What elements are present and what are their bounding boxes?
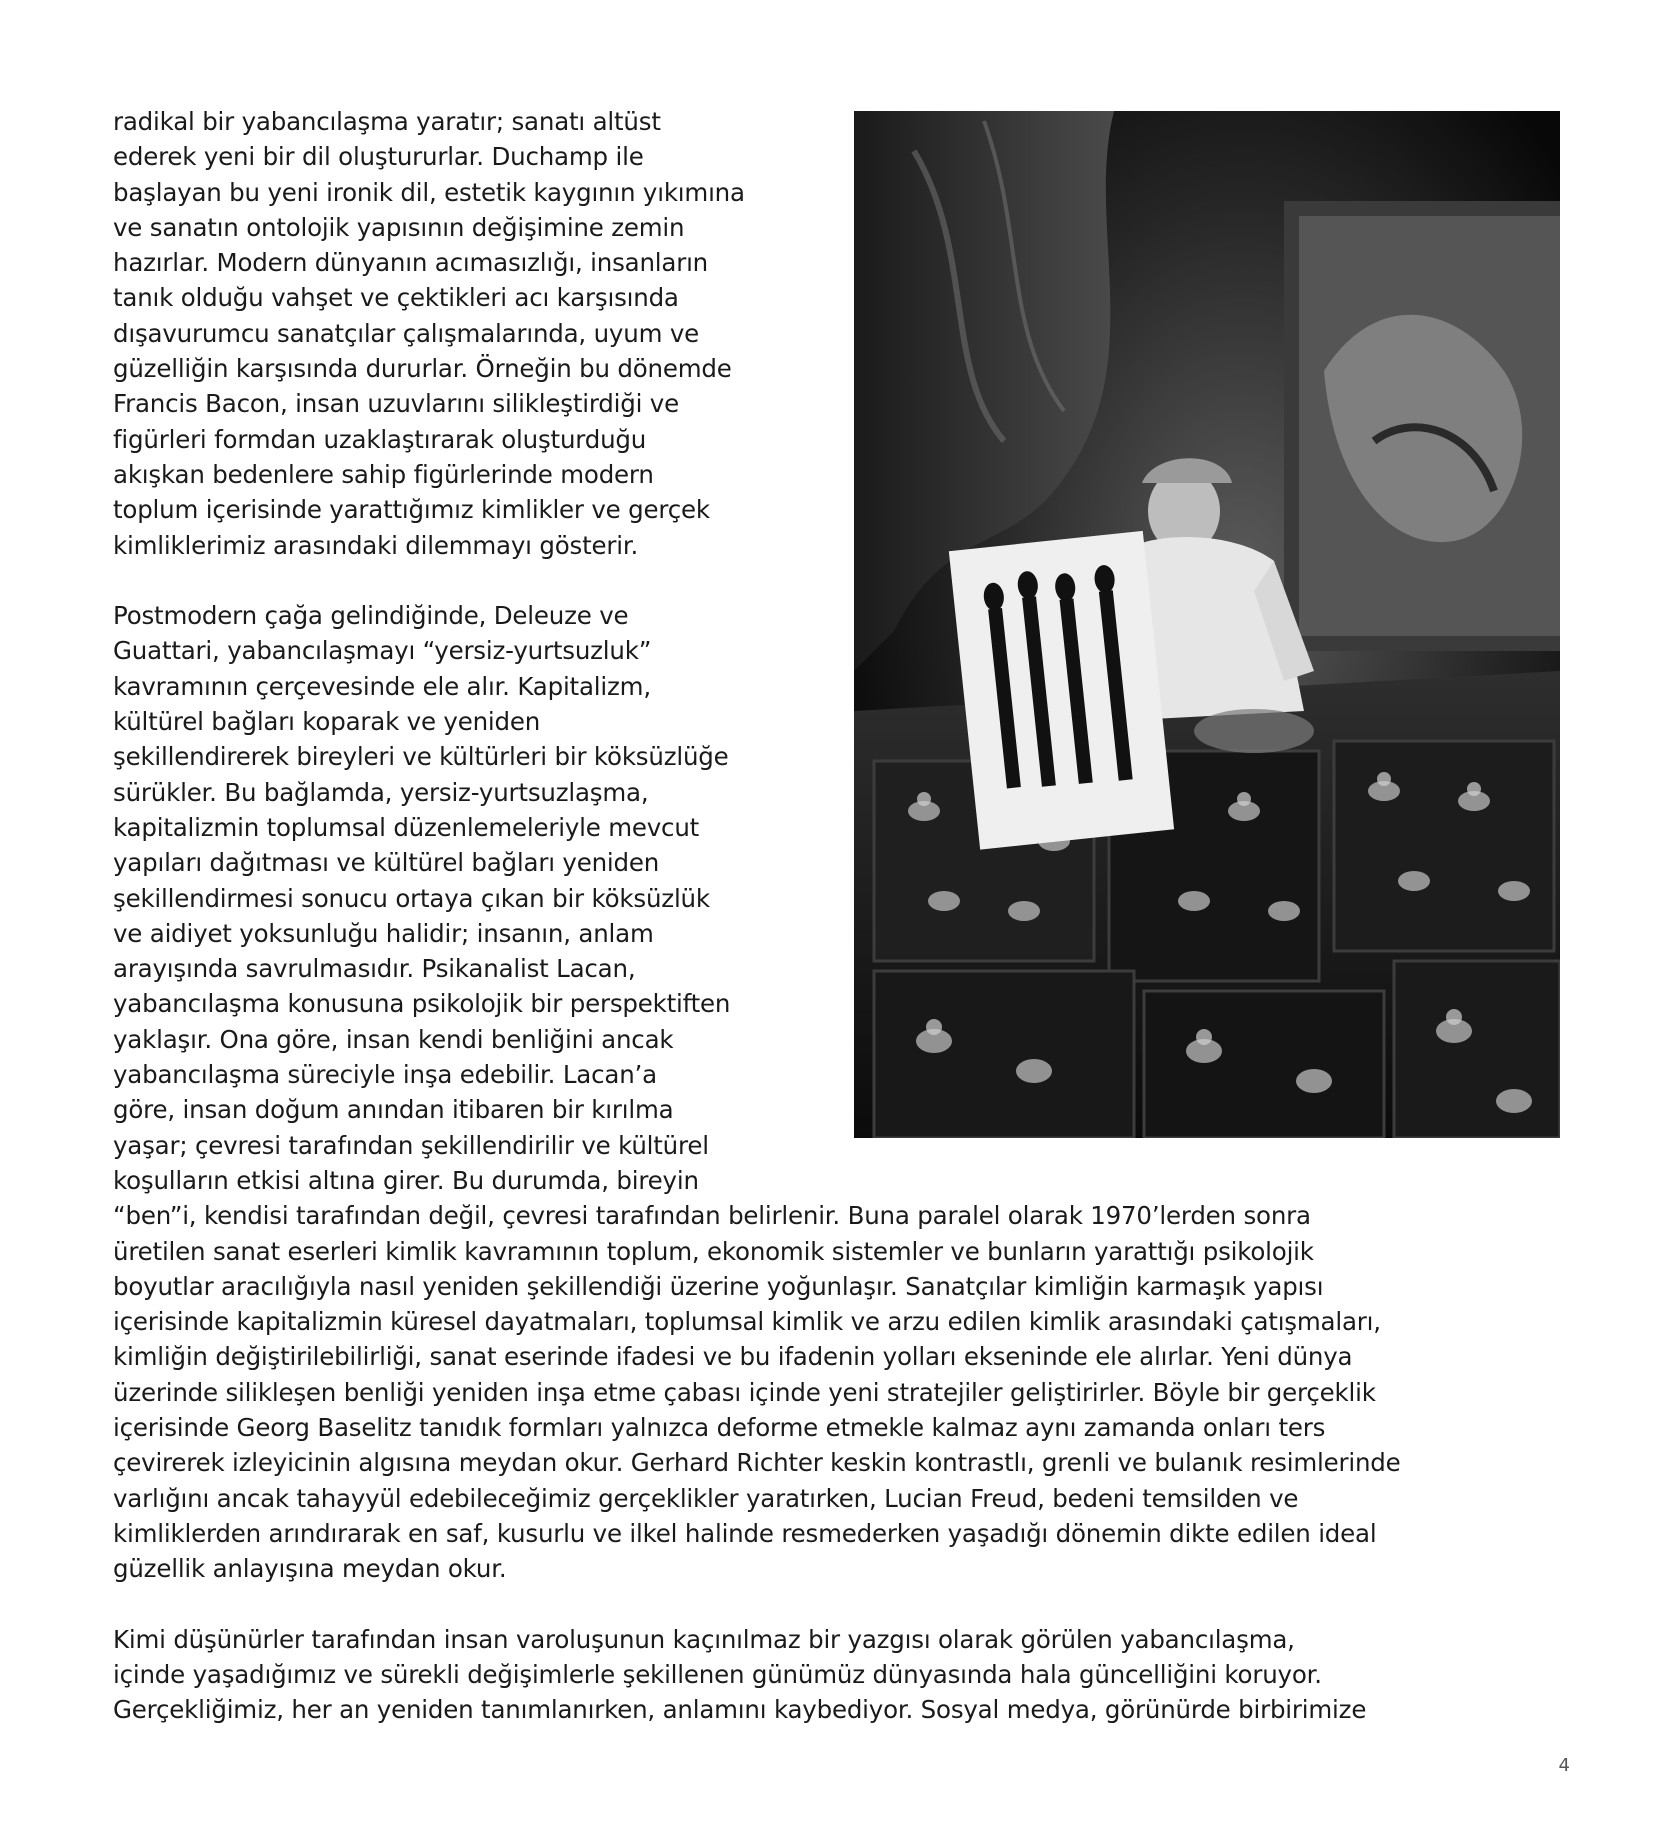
- text-line: kavramının çerçevesinde ele alır. Kapitalizm,: [113, 671, 651, 701]
- text-line: varlığını ancak tahayyül edebileceğimiz gerçeklikler yaratırken, Lucian Freud, bedeni temsilden ve: [113, 1483, 1299, 1513]
- text-line: akışkan bedenlere sahip figürlerinde modern: [113, 459, 654, 489]
- text-line: güzelliğin karşısında dururlar. Örneğin bu dönemde: [113, 354, 732, 384]
- text-line: ederek yeni bir dil oluştururlar. Duchamp ile: [113, 142, 644, 172]
- paragraph-spacer: [113, 563, 1563, 598]
- text-line: radikal bir yabancılaşma yaratır; sanatı altüst: [113, 107, 661, 136]
- text-line: üretilen sanat eserleri kimlik kavramının toplum, ekonomik sistemler ve bunların yarattığı psikolojik: [113, 1236, 1314, 1266]
- body-text: [113, 104, 1563, 1728]
- text-line: sürükler. Bu bağlamda, yersiz-yurtsuzlaşma,: [113, 777, 649, 807]
- text-line: yaşar; çevresi tarafından şekillendirilir ve kültürel: [113, 1130, 709, 1160]
- text-line: yabancılaşma süreciyle inşa edebilir. Lacan’a: [113, 1060, 657, 1090]
- text-line: kültürel bağları koparak ve yeniden: [113, 707, 541, 737]
- text-line: kimliklerimiz arasındaki dilemmayı gösterir.: [113, 530, 639, 560]
- text-line: yabancılaşma konusuna psikolojik bir perspektiften: [113, 989, 731, 1019]
- text-line: üzerinde silikleşen benliği yeniden inşa etme çabası içinde yeni stratejiler geliştirirler. Böyle bir gerçeklik: [113, 1377, 1376, 1407]
- text-line: arayışında savrulmasıdır. Psikanalist Lacan,: [113, 954, 636, 984]
- text-line: toplum içerisinde yarattığımız kimlikler ve gerçek: [113, 495, 710, 525]
- text-line: içerisinde Georg Baselitz tanıdık formları yalnızca deforme etmekle kalmaz aynı zamanda onları ters: [113, 1412, 1326, 1442]
- text-line: figürleri formdan uzaklaştırarak oluşturduğu: [113, 424, 647, 454]
- text-line: Kimi düşünürler tarafından insan varoluşunun kaçınılmaz bir yazgısı olarak görülen yabancılaşma,: [113, 1624, 1295, 1654]
- text-line: yaklaşır. Ona göre, insan kendi benliğini ancak: [113, 1024, 674, 1054]
- text-line: kapitalizmin toplumsal düzenlemeleriyle mevcut: [113, 812, 700, 842]
- paragraph-spacer: [113, 1586, 1563, 1621]
- text-line: güzellik anlayışına meydan okur.: [113, 1554, 507, 1584]
- text-line: yapıları dağıtması ve kültürel bağları yeniden: [113, 848, 660, 878]
- text-line: şekillendirmesi sonucu ortaya çıkan bir köksüzlük: [113, 883, 710, 913]
- text-line: kimliklerden arındırarak en saf, kusurlu ve ilkel halinde resmederken yaşadığı dönemin dikte edilen ideal: [113, 1518, 1377, 1548]
- page-number: 4: [1558, 1755, 1570, 1776]
- text-line: dışavurumcu sanatçılar çalışmalarında, uyum ve: [113, 318, 699, 348]
- text-line: Guattari, yabancılaşmayı “yersiz-yurtsuzluk”: [113, 636, 652, 666]
- paragraph-1: [113, 104, 1563, 563]
- text-line: Postmodern çağa gelindiğinde, Deleuze ve: [113, 601, 629, 631]
- paragraph-3: [113, 1622, 1563, 1728]
- text-line: tanık olduğu vahşet ve çektikleri acı karşısında: [113, 283, 679, 313]
- text-line: koşulların etkisi altına girer. Bu durumda, bireyin: [113, 1165, 699, 1195]
- text-line: çevirerek izleyicinin algısına meydan okur. Gerhard Richter keskin kontrastlı, grenli ve bulanık resimlerinde: [113, 1448, 1401, 1478]
- text-line: içerisinde kapitalizmin küresel dayatmaları, toplumsal kimlik ve arzu edilen kimlik arasındaki çatışmaları,: [113, 1307, 1381, 1337]
- text-line: içinde yaşadığımız ve sürekli değişimlerle şekillenen günümüz dünyasında hala güncelliğini koruyor.: [113, 1660, 1322, 1690]
- paragraph-2: [113, 598, 1563, 1586]
- text-line: hazırlar. Modern dünyanın acımasızlığı, insanların: [113, 248, 708, 278]
- text-line: başlayan bu yeni ironik dil, estetik kaygının yıkımına: [113, 177, 745, 207]
- text-line: boyutlar aracılığıyla nasıl yeniden şekillendiği üzerine yoğunlaşır. Sanatçılar kimliğin karmaşık yapısı: [113, 1271, 1324, 1301]
- text-line: şekillendirerek bireyleri ve kültürleri bir köksüzlüğe: [113, 742, 729, 772]
- text-line: “ben”i, kendisi tarafından değil, çevresi tarafından belirlenir. Buna paralel olarak 1970’lerden sonra: [113, 1201, 1311, 1231]
- text-line: göre, insan doğum anından itibaren bir kırılma: [113, 1095, 674, 1125]
- text-line: Gerçekliğimiz, her an yeniden tanımlanırken, anlamını kaybediyor. Sosyal medya, görünürde birbirimize: [113, 1695, 1367, 1725]
- text-line: kimliğin değiştirilebilirliği, sanat eserinde ifadesi ve bu ifadenin yolları ekseninde ele alırlar. Yeni dünya: [113, 1342, 1353, 1372]
- text-line: ve aidiyet yoksunluğu halidir; insanın, anlam: [113, 918, 654, 948]
- text-line: ve sanatın ontolojik yapısının değişimine zemin: [113, 212, 685, 242]
- text-line: Francis Bacon, insan uzuvlarını silikleştirdiği ve: [113, 389, 679, 419]
